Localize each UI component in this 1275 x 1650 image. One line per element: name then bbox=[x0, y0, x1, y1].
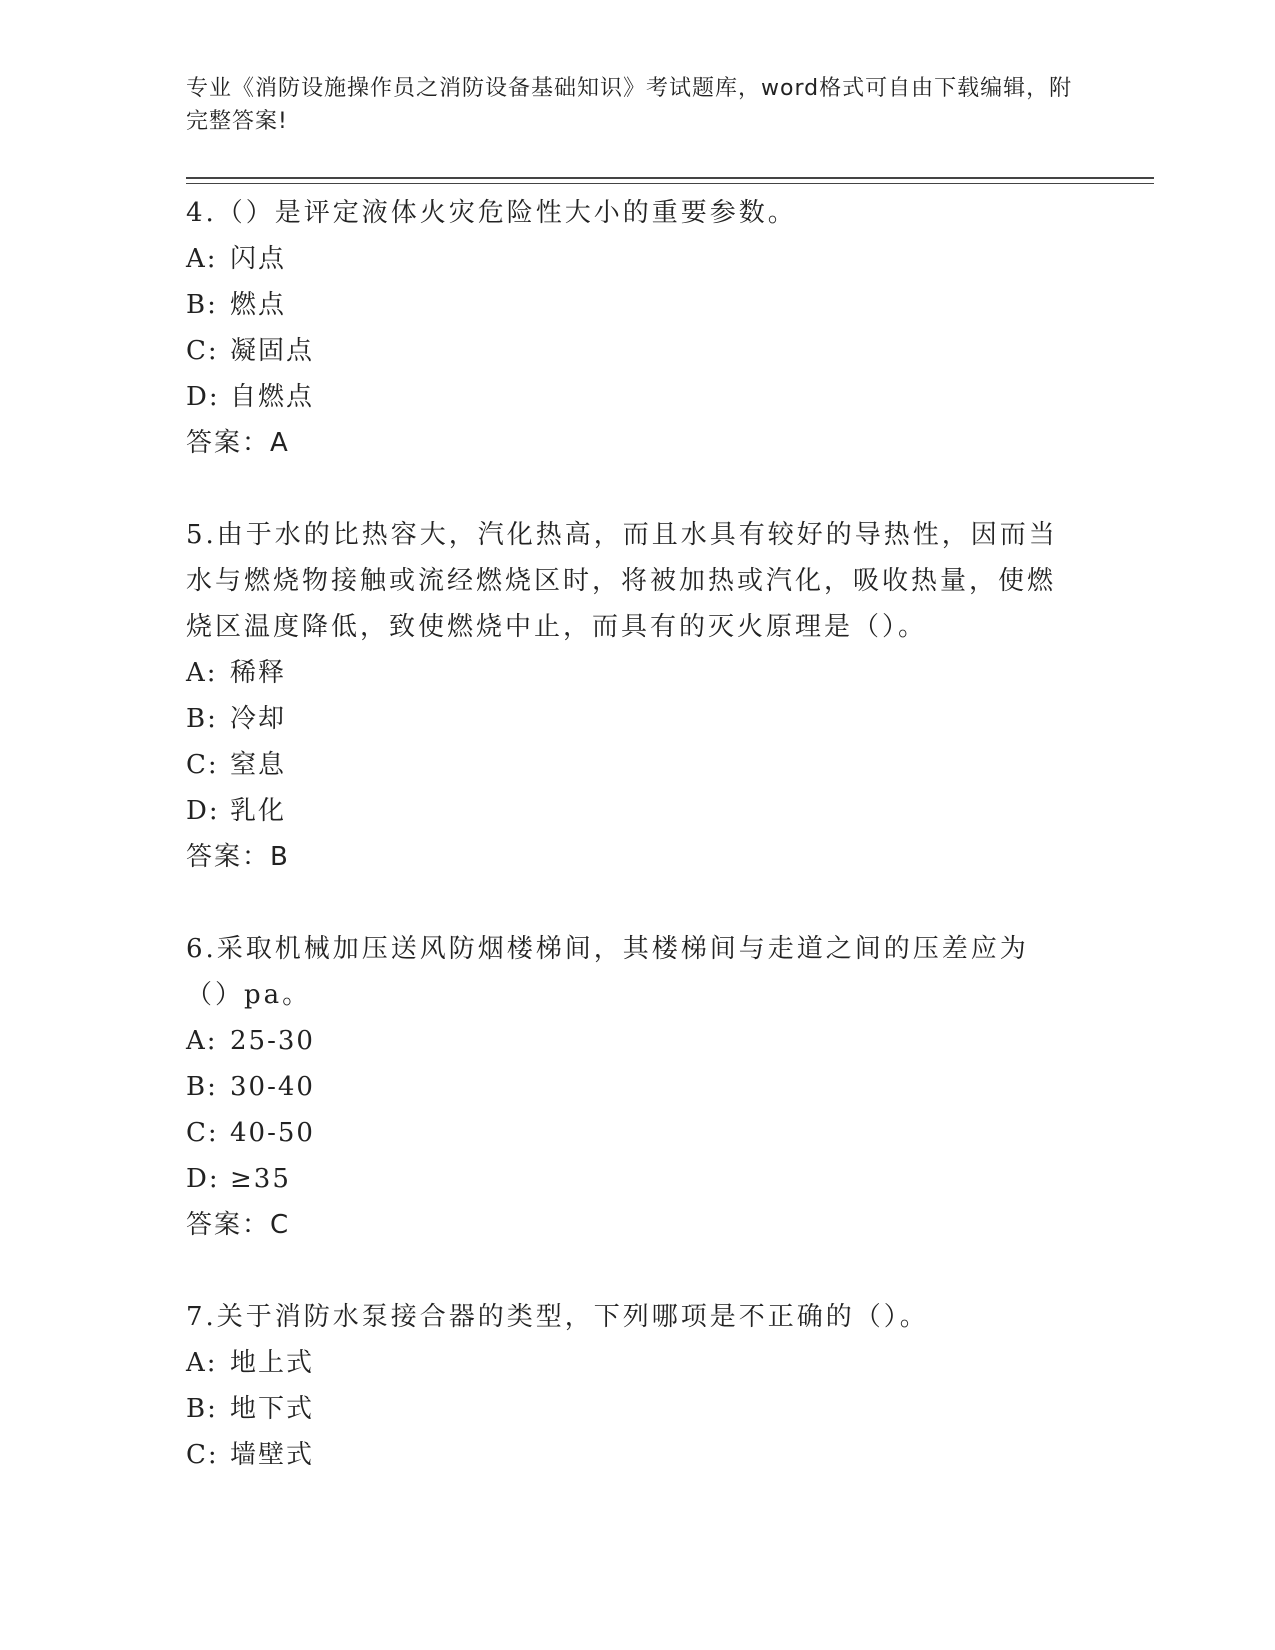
question-spacer bbox=[186, 1248, 1066, 1294]
option-text: 地上式 bbox=[230, 1348, 315, 1378]
option-text: 燃点 bbox=[230, 290, 287, 320]
option-c bbox=[186, 1110, 1066, 1156]
option-a bbox=[186, 236, 1066, 282]
option-letter: C: bbox=[186, 1118, 219, 1148]
option-b bbox=[186, 282, 1066, 328]
question-spacer bbox=[186, 466, 1066, 512]
answer-line: 答案：C bbox=[186, 1210, 291, 1240]
option-text: 25-30 bbox=[230, 1026, 315, 1056]
document-header: 专业《消防设施操作员之消防设备基础知识》考试题库，word格式可自由下载编辑，附完整答案! bbox=[186, 76, 1073, 134]
option-text: 窒息 bbox=[230, 750, 287, 780]
option-b bbox=[186, 696, 1066, 742]
header-divider-top bbox=[186, 177, 1154, 179]
question-6 bbox=[186, 926, 1066, 1248]
question-spacer bbox=[186, 880, 1066, 926]
option-letter: A: bbox=[186, 244, 218, 274]
option-text: ≥35 bbox=[230, 1164, 291, 1194]
option-d bbox=[186, 374, 1066, 420]
option-letter: B: bbox=[186, 1394, 218, 1424]
option-letter: A: bbox=[186, 1348, 218, 1378]
answer-line: 答案：B bbox=[186, 842, 290, 872]
option-text: 闪点 bbox=[230, 244, 287, 274]
header-divider-bottom bbox=[186, 183, 1154, 184]
option-b bbox=[186, 1064, 1066, 1110]
option-letter: C: bbox=[186, 336, 219, 366]
option-letter: B: bbox=[186, 1072, 218, 1102]
option-letter: D: bbox=[186, 796, 220, 826]
option-a bbox=[186, 650, 1066, 696]
option-text: 地下式 bbox=[230, 1394, 315, 1424]
option-text: 凝固点 bbox=[230, 336, 315, 366]
question-stem: 4.（）是评定液体火灾危险性大小的重要参数。 bbox=[186, 198, 797, 228]
question-4 bbox=[186, 190, 1066, 466]
option-a bbox=[186, 1340, 1066, 1386]
option-letter: A: bbox=[186, 1026, 218, 1056]
option-d bbox=[186, 788, 1066, 834]
option-letter: C: bbox=[186, 750, 219, 780]
question-stem: 6.采取机械加压送风防烟楼梯间，其楼梯间与走道之间的压差应为（）pa。 bbox=[186, 934, 1029, 1010]
option-text: 稀释 bbox=[230, 658, 287, 688]
question-stem: 5.由于水的比热容大，汽化热高，而且水具有较好的导热性，因而当水与燃烧物接触或流经燃烧区时，将被加热或汽化，吸收热量，使燃烧区温度降低，致使燃烧中止，而具有的灭火原理是（）。 bbox=[186, 520, 1058, 642]
question-7 bbox=[186, 1294, 1066, 1478]
option-text: 自燃点 bbox=[230, 382, 315, 412]
option-c bbox=[186, 742, 1066, 788]
option-text: 冷却 bbox=[230, 704, 287, 734]
question-5 bbox=[186, 512, 1066, 880]
option-letter: A: bbox=[186, 658, 218, 688]
option-c bbox=[186, 328, 1066, 374]
option-text: 30-40 bbox=[230, 1072, 315, 1102]
option-text: 墙壁式 bbox=[230, 1440, 315, 1470]
option-text: 乳化 bbox=[230, 796, 287, 826]
answer-line: 答案：A bbox=[186, 428, 290, 458]
option-text: 40-50 bbox=[230, 1118, 315, 1148]
option-letter: D: bbox=[186, 382, 220, 412]
option-letter: D: bbox=[186, 1164, 220, 1194]
option-letter: B: bbox=[186, 290, 218, 320]
question-list bbox=[186, 190, 1066, 1478]
option-d bbox=[186, 1156, 1066, 1202]
option-letter: C: bbox=[186, 1440, 219, 1470]
option-a bbox=[186, 1018, 1066, 1064]
option-c bbox=[186, 1432, 1066, 1478]
question-stem: 7.关于消防水泵接合器的类型，下列哪项是不正确的（）。 bbox=[186, 1302, 929, 1332]
option-b bbox=[186, 1386, 1066, 1432]
option-letter: B: bbox=[186, 704, 218, 734]
